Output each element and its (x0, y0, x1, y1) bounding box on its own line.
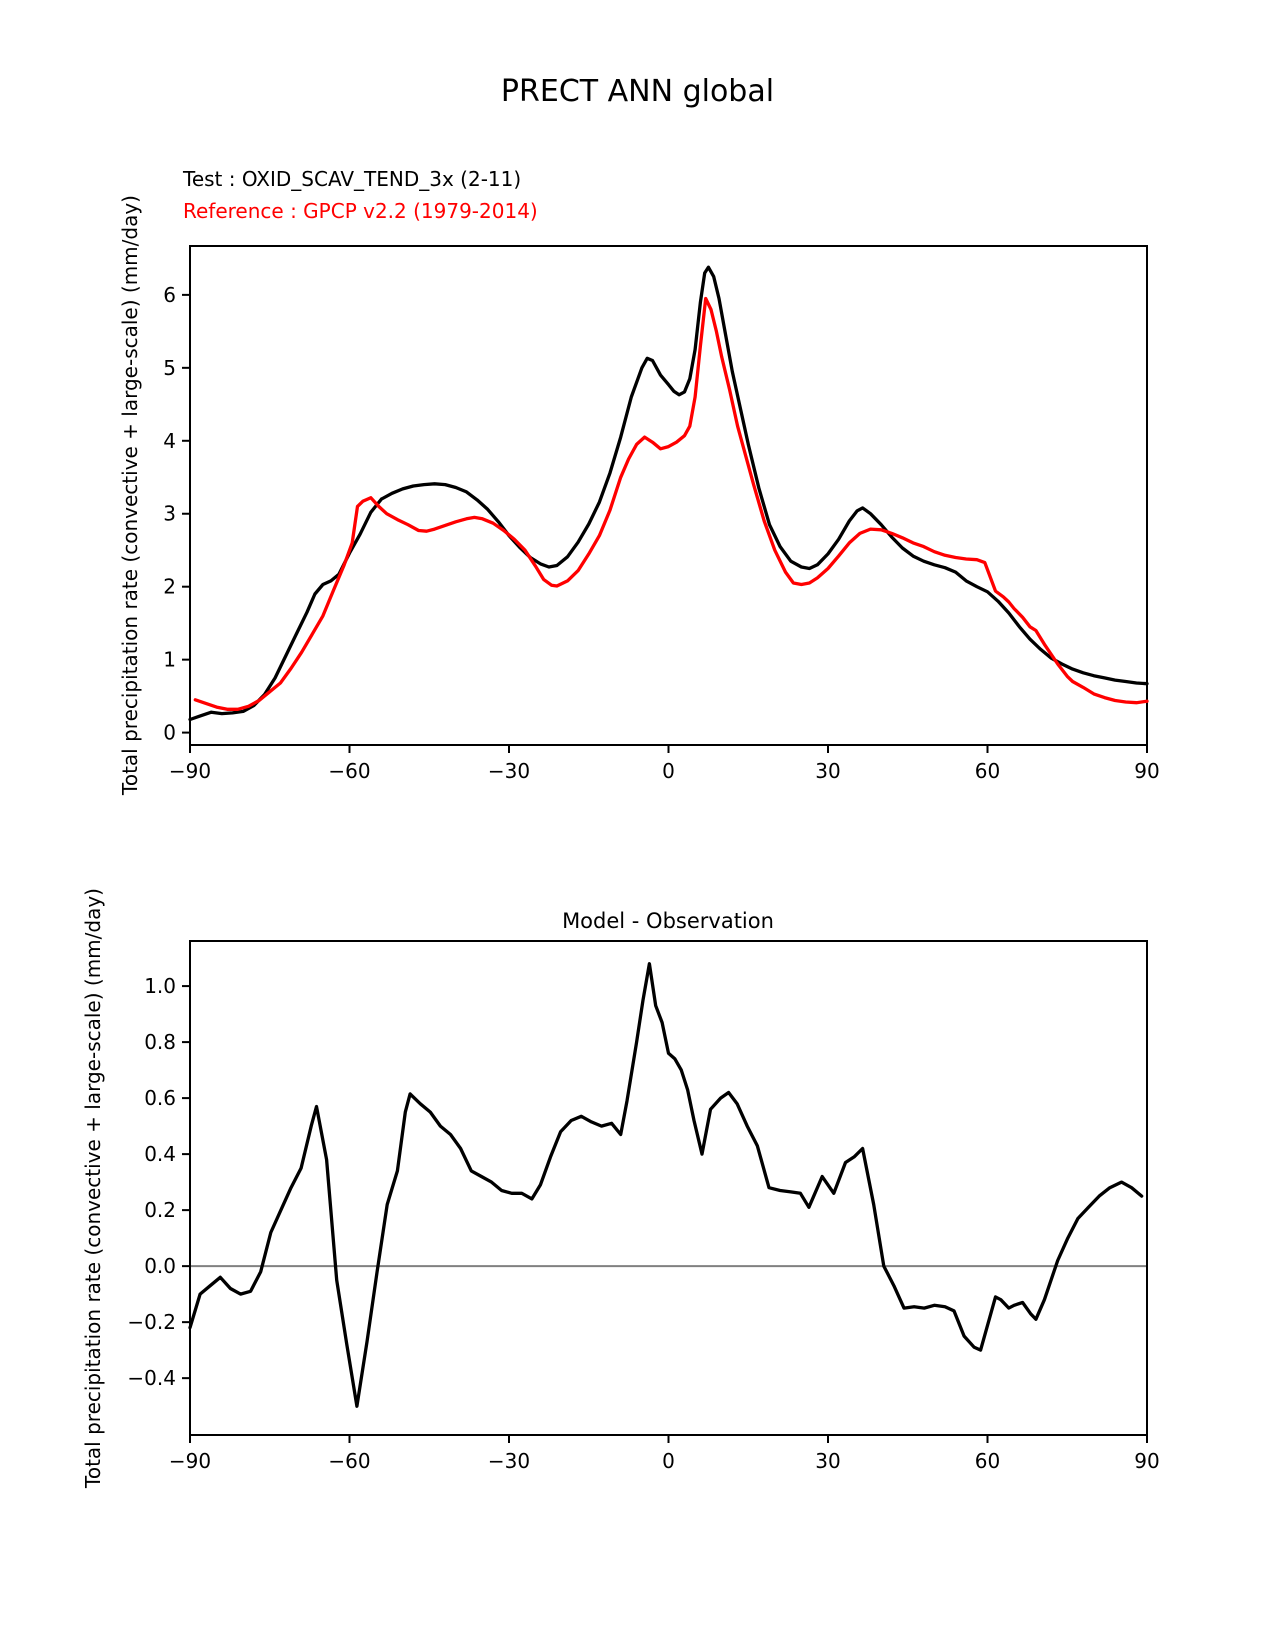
y-tick-label: 1.0 (144, 974, 176, 999)
y-tick-label: 0.2 (144, 1198, 176, 1223)
x-tick-label: −30 (487, 759, 531, 783)
bottom-chart-axes (127, 941, 1159, 1473)
y-tick-label: 2 (163, 574, 176, 599)
difference-line (190, 964, 1142, 1406)
test-line (190, 267, 1147, 719)
x-tick-label: −90 (168, 759, 212, 783)
x-tick-label: 60 (974, 1449, 1001, 1473)
x-tick-label: 90 (1134, 759, 1160, 783)
legend-reference-label: Reference : GPCP v2.2 (1979-2014) (183, 199, 538, 223)
y-tick-label: 4 (163, 428, 176, 453)
top-chart-axes (163, 246, 1159, 783)
y-tick-label: 6 (163, 282, 176, 307)
x-tick-label: 60 (974, 759, 1001, 783)
top-y-axis-label: Total precipitation rate (convective + large-scale) (mm/day) (118, 195, 142, 795)
x-tick-label: 90 (1134, 1449, 1160, 1473)
x-tick-label: −60 (328, 759, 371, 783)
y-tick-label: 0 (163, 720, 176, 745)
y-tick-label: −0.2 (127, 1310, 176, 1335)
y-tick-label: 0.4 (144, 1142, 176, 1167)
x-tick-label: −30 (487, 1449, 531, 1473)
legend-test-label: Test : OXID_SCAV_TEND_3x (2-11) (183, 167, 522, 191)
axes-frame (190, 941, 1147, 1435)
y-tick-label: 0.0 (144, 1254, 176, 1279)
x-tick-label: −90 (168, 1449, 212, 1473)
reference-line (195, 299, 1147, 710)
y-tick-label: 0.6 (144, 1086, 176, 1111)
y-tick-label: 1 (163, 647, 176, 672)
y-tick-label: −0.4 (127, 1366, 176, 1391)
x-tick-label: 30 (815, 759, 841, 783)
y-tick-label: 3 (163, 501, 176, 526)
x-tick-label: −60 (328, 1449, 371, 1473)
y-tick-label: 0.8 (144, 1030, 176, 1055)
bottom-y-axis-label: Total precipitation rate (convective + large-scale) (mm/day) (81, 888, 105, 1488)
y-tick-label: 5 (163, 355, 176, 380)
axes-frame (190, 246, 1147, 745)
x-tick-label: 0 (662, 759, 675, 783)
x-tick-label: 0 (662, 1449, 675, 1473)
x-tick-label: 30 (815, 1449, 841, 1473)
figure-title: PRECT ANN global (500, 74, 775, 109)
bottom-chart-title: Model - Observation (562, 909, 774, 933)
